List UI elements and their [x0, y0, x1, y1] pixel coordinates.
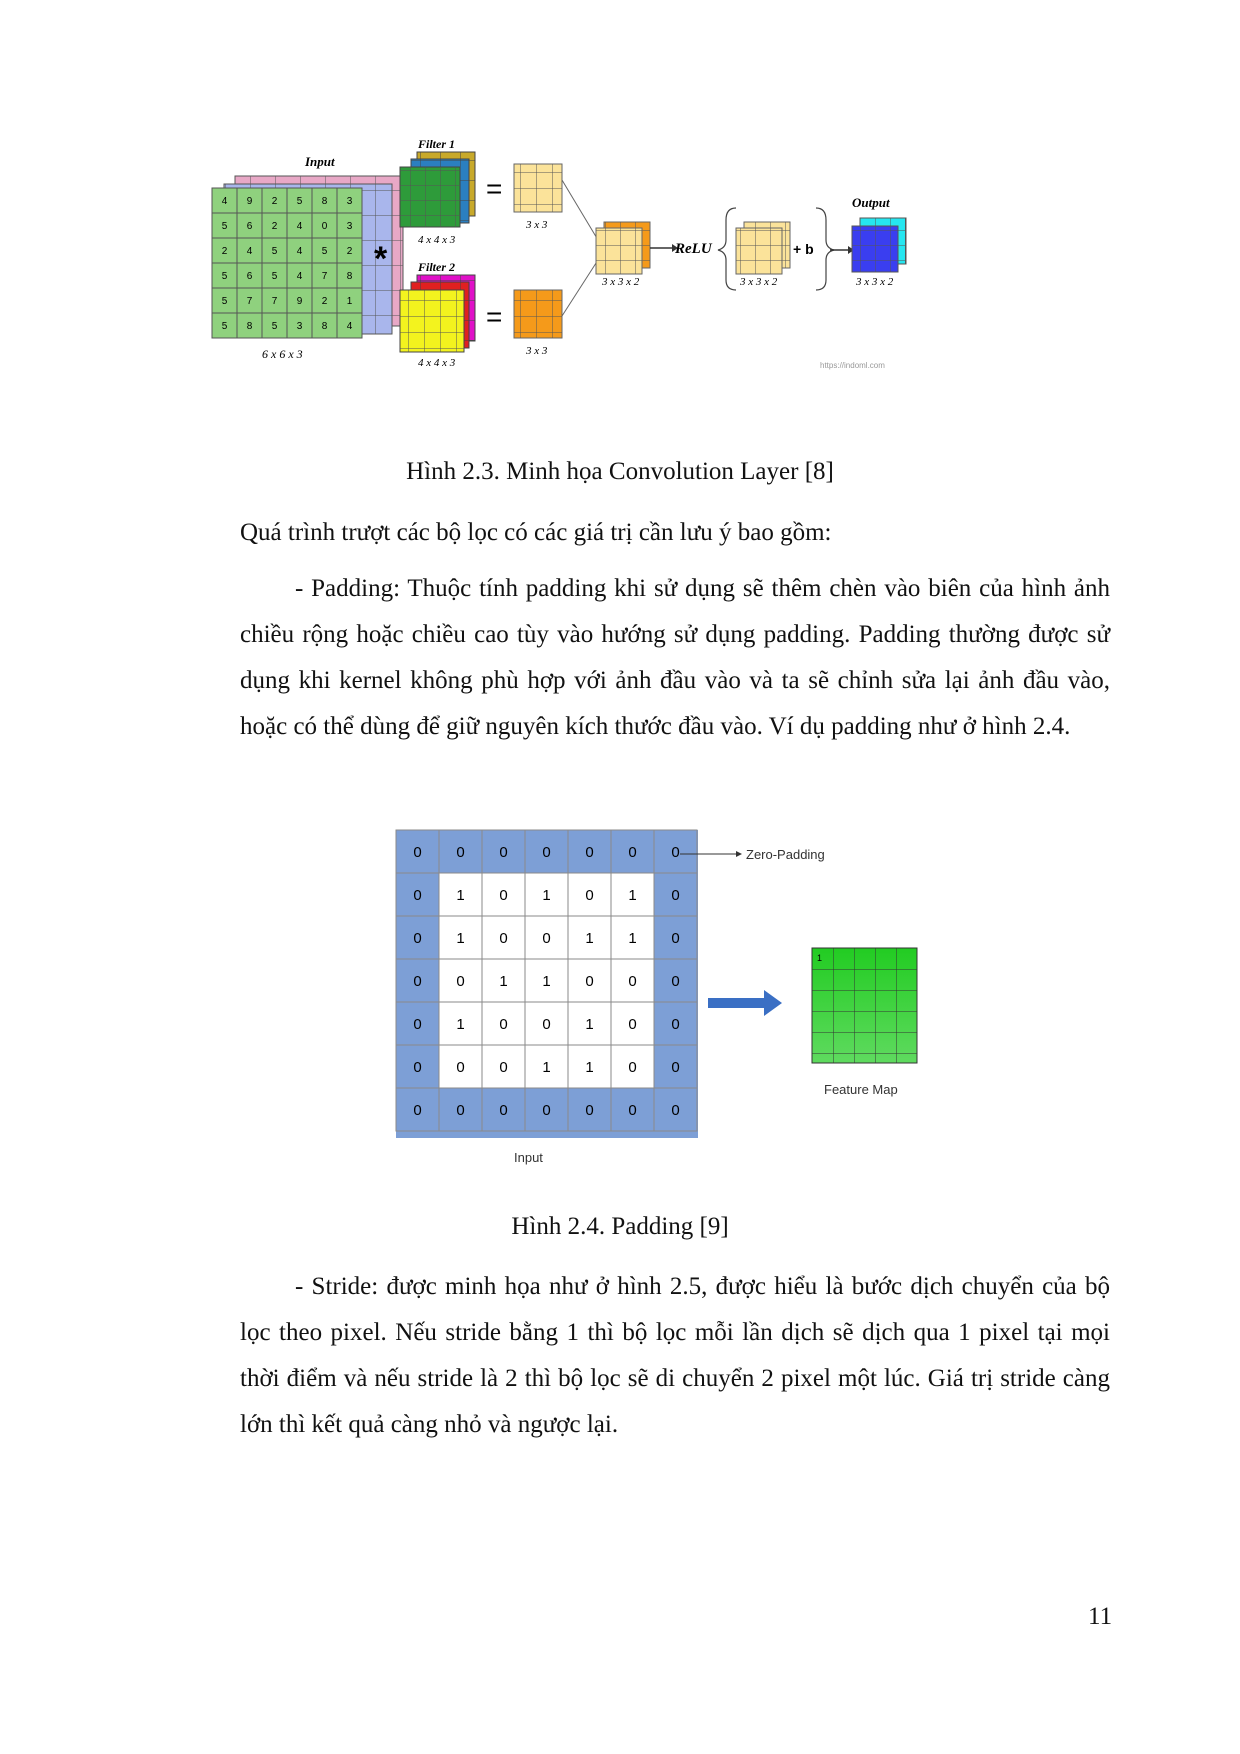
- grid-value: 1: [456, 929, 465, 947]
- input-dims: 6 x 6 x 3: [262, 347, 303, 361]
- padding-grid: [396, 830, 697, 1131]
- bias-label: + b: [793, 241, 814, 257]
- grid-value: 0: [628, 843, 637, 861]
- grid-value: 1: [585, 929, 594, 947]
- grid-value: 0: [413, 1058, 422, 1076]
- grid-value: 5: [271, 321, 278, 333]
- grid-value: 0: [413, 1101, 422, 1119]
- grid-value: 0: [456, 1101, 465, 1119]
- grid-value: 0: [456, 1058, 465, 1076]
- grid-value: 2: [221, 246, 228, 258]
- grid-value: 0: [671, 1015, 680, 1033]
- figure-source: https://indoml.com: [820, 361, 885, 370]
- grid-value: 0: [413, 972, 422, 990]
- convolution-operator: *: [374, 240, 388, 278]
- right-brace: [816, 208, 834, 290]
- grid-value: 0: [585, 1101, 594, 1119]
- grid-value: 0: [413, 843, 422, 861]
- grid-value: 0: [499, 929, 508, 947]
- equals-sign-1: =: [486, 173, 503, 204]
- grid-value: 1: [542, 1058, 551, 1076]
- grid-value: 8: [346, 271, 353, 283]
- output-title: Output: [852, 195, 890, 210]
- grid-value: 1: [542, 886, 551, 904]
- grid-value: 0: [499, 1101, 508, 1119]
- grid-value: 0: [456, 972, 465, 990]
- output-dims: 3 x 3 x 2: [856, 276, 894, 288]
- grid-value: 1: [628, 929, 637, 947]
- transform-arrow: [708, 998, 766, 1008]
- feature-map-value: 1: [817, 953, 823, 963]
- stride-paragraph: - Stride: được minh họa như ở hình 2.5, được hiểu là bước dịch chuyển của bộ lọc theo pixel. Nếu stride bằng 1 thì bộ lọc mỗi lần dịch sẽ dịch qua 1 pixel tại mọi thời điểm và nếu stride là 2 thì bộ lọc sẽ di chuyển 2 pixel một lúc. Giá trị stride càng lớn thì kết quả càng nhỏ và ngược lại.: [240, 1273, 1110, 1438]
- grid-value: 4: [296, 246, 303, 258]
- grid-value: 1: [499, 972, 508, 990]
- grid-value: 0: [671, 1101, 680, 1119]
- grid-value: 0: [671, 886, 680, 904]
- grid-value: 1: [456, 886, 465, 904]
- grid-value: 2: [271, 196, 278, 208]
- filter2-title: Filter 2: [418, 260, 456, 274]
- grid-value: 0: [671, 929, 680, 947]
- grid-value: 0: [585, 886, 594, 904]
- grid-value: 0: [542, 1015, 551, 1033]
- grid-value: 1: [542, 972, 551, 990]
- grid-value: 5: [296, 196, 303, 208]
- grid-value: 0: [413, 1015, 422, 1033]
- relu-label: ReLU: [675, 241, 712, 257]
- relu-output-dims: 3 x 3 x 2: [740, 276, 778, 288]
- left-brace: [718, 208, 736, 290]
- grid-value: 0: [499, 1058, 508, 1076]
- grid-value: 0: [413, 886, 422, 904]
- grid-value: 0: [542, 843, 551, 861]
- grid-value: 7: [321, 271, 328, 283]
- filter1-title: Filter 1: [418, 140, 456, 151]
- figure-padding: [390, 820, 930, 1170]
- grid-value: 3: [346, 196, 353, 208]
- grid-value: 0: [499, 886, 508, 904]
- grid-value: 2: [321, 296, 328, 308]
- input-title: Input: [305, 154, 335, 169]
- grid-value: 0: [456, 843, 465, 861]
- grid-value: 2: [271, 221, 278, 233]
- grid-value: 5: [271, 246, 278, 258]
- grid-value: 3: [296, 321, 303, 333]
- grid-value: 2: [346, 246, 353, 258]
- grid-value: 0: [628, 1101, 637, 1119]
- grid-value: 0: [585, 843, 594, 861]
- grid-value: 5: [321, 246, 328, 258]
- padding-paragraph: - Padding: Thuộc tính padding khi sử dụng sẽ thêm chèn vào biên của hình ảnh chiều rộng hoặc chiều cao tùy vào hướng sử dụng padding. Padding thường được sử dụng khi kernel không phù hợp với ảnh đầu vào và ta sẽ chỉnh sửa lại ảnh đầu vào, hoặc có thể dùng để giữ nguyên kích thước đầu vào. Ví dụ padding như ở hình 2.4.: [240, 575, 1110, 740]
- grid-value: 4: [296, 271, 303, 283]
- page-number: 11: [1088, 1603, 1113, 1630]
- grid-value: 8: [321, 196, 328, 208]
- grid-value: 0: [542, 1101, 551, 1119]
- grid-value: 0: [499, 843, 508, 861]
- grid-value: 5: [221, 296, 228, 308]
- equals-sign-2: =: [486, 301, 503, 332]
- result1-dims: 3 x 3: [526, 219, 548, 231]
- grid-value: 0: [628, 972, 637, 990]
- zero-padding-label: Zero-Padding: [746, 847, 825, 862]
- grid-value: 0: [585, 972, 594, 990]
- grid-value: 0: [671, 972, 680, 990]
- grid-value: 0: [413, 929, 422, 947]
- caption-figure-2-3: Hình 2.3. Minh họa Convolution Layer [8]: [406, 458, 834, 485]
- grid-value: 3: [346, 221, 353, 233]
- grid-value: 1: [346, 296, 353, 308]
- grid-value: 0: [628, 1015, 637, 1033]
- grid-value: 9: [296, 296, 303, 308]
- input-grid: [212, 188, 362, 338]
- grid-value: 5: [271, 271, 278, 283]
- filter1-dims: 4 x 4 x 3: [418, 234, 456, 246]
- grid-value: 4: [246, 246, 253, 258]
- grid-value: 0: [671, 1058, 680, 1076]
- grid-value: 8: [321, 321, 328, 333]
- grid-value: 0: [542, 929, 551, 947]
- figure-convolution-layer: [200, 140, 1020, 420]
- grid-value: 1: [456, 1015, 465, 1033]
- result2-dims: 3 x 3: [526, 345, 548, 357]
- grid-value: 0: [321, 221, 328, 233]
- grid-value: 5: [221, 321, 228, 333]
- grid-value: 9: [246, 196, 253, 208]
- grid-value: 1: [628, 886, 637, 904]
- grid-value: 4: [296, 221, 303, 233]
- input-label: Input: [514, 1150, 543, 1165]
- grid-value: 6: [246, 271, 253, 283]
- caption-figure-2-4: Hình 2.4. Padding [9]: [511, 1213, 729, 1240]
- intro-paragraph: Quá trình trượt các bộ lọc có các giá trị cần lưu ý bao gồm:: [240, 519, 832, 546]
- grid-value: 0: [499, 1015, 508, 1033]
- grid-value: 5: [221, 271, 228, 283]
- stacked-result-dims: 3 x 3 x 2: [602, 276, 640, 288]
- grid-value: 8: [246, 321, 253, 333]
- grid-value: 1: [585, 1058, 594, 1076]
- grid-value: 7: [246, 296, 253, 308]
- grid-value: 1: [585, 1015, 594, 1033]
- grid-value: 5: [221, 221, 228, 233]
- filter2-dims: 4 x 4 x 3: [418, 357, 456, 369]
- grid-value: 7: [271, 296, 278, 308]
- grid-value: 4: [221, 196, 228, 208]
- grid-value: 0: [628, 1058, 637, 1076]
- grid-value: 4: [346, 321, 353, 333]
- grid-value: 0: [671, 843, 680, 861]
- feature-map-label: Feature Map: [824, 1082, 898, 1097]
- grid-value: 6: [246, 221, 253, 233]
